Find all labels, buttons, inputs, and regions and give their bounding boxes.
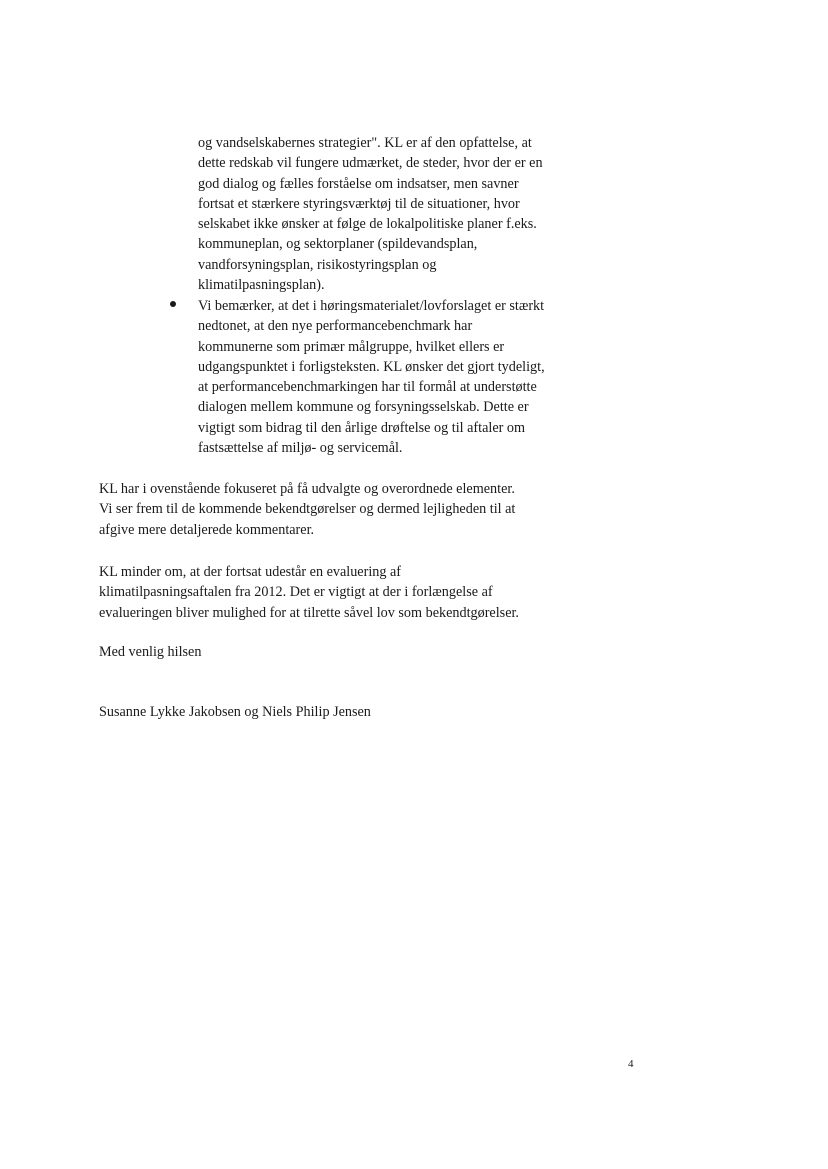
closing-salutation: Med venlig hilsen: [99, 644, 202, 660]
page-number: 4: [628, 1058, 634, 1070]
text-line: afgive mere detaljerede kommentarer.: [99, 521, 315, 538]
text-line: kommunerne som primær målgruppe, hvilket ellers er: [198, 338, 505, 355]
bullet-item-text: [198, 296, 618, 458]
text-line: fortsat et stærkere styringsværktøj til de situationer, hvor: [198, 195, 520, 212]
text-line: god dialog og fælles forståelse om indsatser, men savner: [198, 175, 519, 192]
text-line: Vi ser frem til de kommende bekendtgørelser og dermed lejligheden til at: [99, 501, 516, 518]
text-line: KL minder om, at der fortsat udestår en evaluering af: [99, 564, 402, 580]
text-line: Vi bemærker, at det i høringsmaterialet/lovforslaget er stærkt: [198, 298, 545, 314]
text-line: vigtigt som bidrag til den årlige drøftelse og til aftaler om: [198, 419, 526, 436]
text-line: og vandselskabernes strategier". KL er af den opfattelse, at: [198, 135, 532, 151]
text-line: at performancebenchmarkingen har til formål at understøtte: [198, 379, 537, 396]
paragraph-evaluation: [99, 562, 599, 623]
bullet-icon: [170, 301, 176, 307]
text-line: udgangspunktet i forligsteksten. KL ønsker det gjort tydeligt,: [198, 358, 545, 375]
text-line: fastsættelse af miljø- og servicemål.: [198, 440, 403, 457]
text-line: KL har i ovenstående fokuseret på få udvalgte og overordnede elementer.: [99, 481, 515, 497]
text-line: dette redskab vil fungere udmærket, de steder, hvor der er en: [198, 155, 543, 172]
text-line: dialogen mellem kommune og forsyningsselskab. Dette er: [198, 399, 529, 416]
paragraph-focus: [99, 479, 599, 540]
bullet-continuation-text: [198, 133, 618, 295]
text-line: selskabet ikke ønsker at følge de lokalpolitiske planer f.eks.: [198, 216, 537, 233]
signatories: Susanne Lykke Jakobsen og Niels Philip Jensen: [99, 704, 371, 720]
text-line: kommuneplan, og sektorplaner (spildevandsplan,: [198, 236, 478, 253]
text-line: klimatilpasningsplan).: [198, 277, 325, 294]
text-line: evalueringen bliver mulighed for at tilrette såvel lov som bekendtgørelser.: [99, 604, 519, 621]
text-line: klimatilpasningsaftalen fra 2012. Det er vigtigt at der i forlængelse af: [99, 584, 493, 601]
text-line: nedtonet, at den nye performancebenchmark har: [198, 318, 473, 335]
text-line: vandforsyningsplan, risikostyringsplan og: [198, 256, 437, 273]
